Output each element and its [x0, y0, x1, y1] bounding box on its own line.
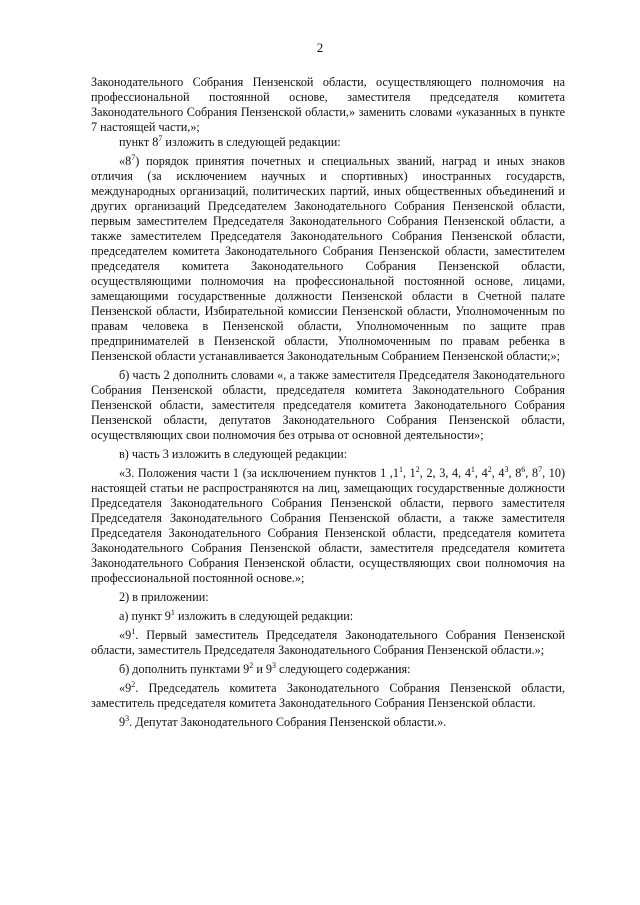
paragraph-continuation: Законодательного Собрания Пензенской области, осуществляющего полномочия на профессиональной постоянной основе, заместителя председателя комитета Законодательного Собрания Пензенской области,» заменить словами «указанных в пункте 7 настоящей части,»; [91, 75, 565, 134]
paragraph-item-8-7-text: «$8^7$) порядок принятия почетных и специальных званий, наград и иных знаков отличия (за исключением научных и спортивных) иностранных государств, международных организаций, политических партий, иных общественных объединений и других организаций Председателем Законодательного Собрания Пензенской области, первым заместителем Председателя Законодательного Собрания Пензенской области, а также заместителем Председателя Законодательного Собрания Пензенской области, председателем комитета Законодательного Собрания Пензенской области, заместителем председателя комитета Законодательного Собрания Пензенской области, осуществляющими полномочия на профессиональной постоянной основе, лицами, замещающими государственные должности Пензенской области в Счетной палате Пензенской области, Избирательной комиссии Пензенской области, Уполномоченным по правам человека в Пензенской области, Уполномоченным по защите прав предпринимателей в Пензенской области, Уполномоченным по правам ребенка в Пензенской области устанавливается Законодательным Собранием Пензенской области;»; [91, 152, 565, 363]
paragraph-item-9-1-text: «$9^1$. Первый заместитель Председателя Законодательного Собрания Пензенской области, заместитель Председателя Законодательного Собрания Пензенской области.»; [91, 626, 565, 657]
paragraph-part-3-intro: в) часть 3 изложить в следующей редакции: [119, 447, 348, 461]
paragraph-item-8-7-intro: пункт $8^7$ изложить в следующей редакции: [119, 133, 341, 149]
page-number: 2 [316, 40, 324, 55]
paragraph-items-9-2-9-3-intro: б) дополнить пунктами $9^2$ и $9^3$ следующего содержания: [119, 660, 411, 676]
paragraph-item-9-1-intro: а) пункт $9^1$ изложить в следующей редакции: [119, 607, 354, 623]
paragraph-item-9-3-text: $9^3$. Депутат Законодательного Собрания Пензенской области.». [119, 713, 447, 729]
paragraph-part-3-text: «3. Положения части 1 (за исключением пунктов 1 $,1^1$, $1^2$, 2, 3, 4, $4^1$, $4^2$, $4^3$, $8^6$, $8^7$, 10) настоящей статьи не распространяются на лиц, замещающих государственные должности Председателя Законодательного Собрания Пензенской области, первого заместителя Председателя Законодательного Собрания Пензенской области, а также заместителя Председателя Законодательного Собрания Пензенской области, председателя комитета Законодательного Собрания Пензенской области, заместителя председателя комитета Законодательного Собрания Пензенской области, осуществляющих свои полномочия на профессиональной постоянной основе.»; [91, 464, 566, 585]
paragraph-item-9-2-text: «$9^2$. Председатель комитета Законодательного Собрания Пензенской области, заместитель председателя комитета Законодательного Собрания Пензенской области. [91, 679, 565, 710]
paragraph-part-2: б) часть 2 дополнить словами «, а также заместителя Председателя Законодательного Собрания Пензенской области, председателя комитета Законодательного Собрания Пензенской области, заместителя председателя комитета Законодательного Собрания Пензенской области, депутатов Законодательного Собрания Пензенской области, осуществляющих свои полномочия без отрыва от основной деятельности»; [91, 368, 565, 442]
paragraph-appendix-intro: 2) в приложении: [119, 590, 209, 604]
document-body [91, 75, 565, 730]
